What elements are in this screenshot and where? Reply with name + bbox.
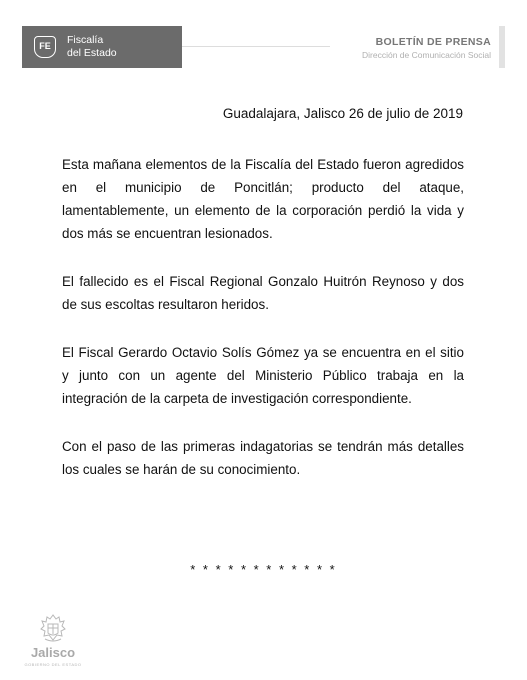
bulletin-heading [362,36,491,61]
header-divider [182,46,330,47]
paragraph-4: Con el paso de las primeras indagatorias se tendrán más detalles los cuales se harán de su conocimiento. [62,439,464,477]
fiscalia-name [67,34,117,60]
press-header [22,26,505,68]
paragraph-3: El Fiscal Gerardo Octavio Solís Gómez ya se encuentra en el sitio y junto con un agente del Ministerio Público trabaja en la integración de la carpeta de investigación correspondiente. [62,345,464,406]
paragraph-1: Esta mañana elementos de la Fiscalía del Estado fueron agredidos en el municipio de Poncitlán; producto del ataque, lamentablemente, un elemento de la corporación perdió la vida y dos más se encuentran lesionados. [62,157,464,241]
paragraph-2: El fallecido es el Fiscal Regional Gonzalo Huitrón Reynoso y dos de sus escoltas resultaron heridos. [62,274,464,312]
jalisco-tagline: GOBIERNO DEL ESTADO [24,662,82,667]
press-body [62,153,464,506]
header-edge [499,26,505,68]
fiscalia-name-line2: del Estado [67,47,117,59]
jalisco-wordmark: Jalisco [30,645,76,660]
fe-shield-icon: FE [34,36,56,58]
bulletin-title: BOLETÍN DE PRENSA [375,36,491,48]
dateline: Guadalajara, Jalisco 26 de julio de 2019 [222,106,463,121]
bulletin-subtitle: Dirección de Comunicación Social [362,50,491,60]
jalisco-logo [22,612,84,672]
fiscalia-name-line1: Fiscalía [67,34,104,46]
closing-separator: * * * * * * * * * * * * [190,562,337,577]
fiscalia-logo [22,26,182,68]
jalisco-crest-icon [36,612,70,646]
